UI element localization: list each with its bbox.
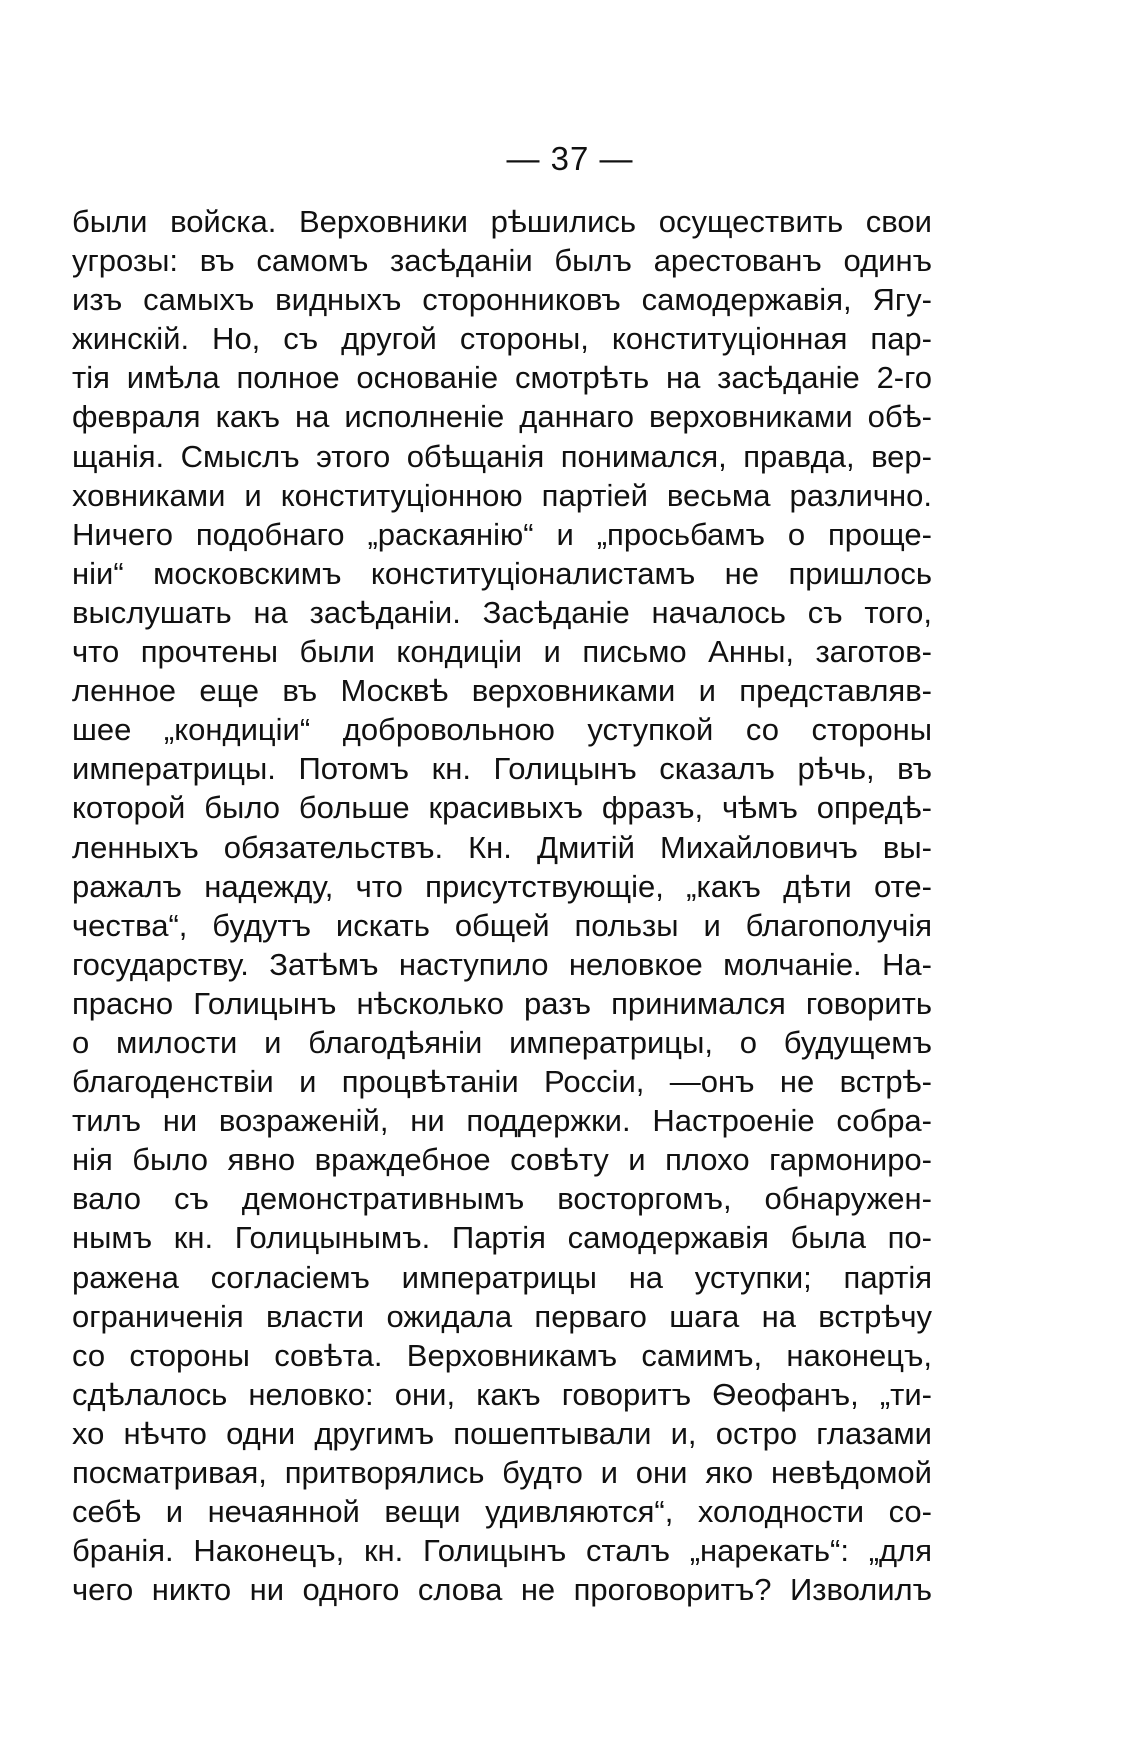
- text-line: императрицы. Потомъ кн. Голицынъ сказалъ рѣчь, въ: [72, 751, 932, 787]
- text-line: ховниками и конституціонною партіей весьма различно.: [72, 477, 932, 513]
- text-line: Ничего подобнаго „раскаянію“ и „просьбамъ о проще-: [72, 516, 932, 552]
- text-line: нія было явно враждебное совѣту и плохо гармониро-: [72, 1142, 932, 1178]
- text-line: ражена согласіемъ императрицы на уступки; партія: [72, 1259, 932, 1295]
- text-line: сдѣлалось неловко: они, какъ говоритъ Ѳеофанъ, „ти-: [72, 1376, 932, 1412]
- text-line: тилъ ни возраженій, ни поддержки. Настроеніе собра-: [72, 1103, 932, 1139]
- text-line: были войска. Верховники рѣшились осуществить свои: [72, 204, 932, 239]
- text-line: хо нѣчто одни другимъ пошептывали и, остро глазами: [72, 1415, 932, 1451]
- text-line: что прочтены были кондиціи и письмо Анны, заготов-: [72, 634, 932, 670]
- text-line: нымъ кн. Голицынымъ. Партія самодержавія была по-: [72, 1220, 932, 1256]
- text-line: прасно Голицынъ нѣсколько разъ принимался говорить: [72, 985, 932, 1021]
- text-line: благоденствіи и процвѣтаніи Россіи, —онъ не встрѣ-: [72, 1064, 932, 1100]
- text-line: вало съ демонстративнымъ восторгомъ, обнаружен-: [72, 1181, 932, 1217]
- text-line: которой было больше красивыхъ фразъ, чѣмъ опредѣ-: [72, 790, 932, 826]
- text-line: о милости и благодѣяніи императрицы, о будущемъ: [72, 1024, 932, 1060]
- text-line: государству. Затѣмъ наступило неловкое молчаніе. На-: [72, 946, 932, 982]
- text-line: жинскій. Но, съ другой стороны, конституціонная пар-: [72, 321, 932, 357]
- text-line: тія имѣла полное основаніе смотрѣть на засѣданіе 2-го: [72, 360, 932, 396]
- text-line: ленное еще въ Москвѣ верховниками и представляв-: [72, 673, 932, 709]
- text-line: себѣ и нечаянной вещи удивляются“, холодности со-: [72, 1494, 932, 1530]
- page-number: — 37 —: [506, 140, 634, 177]
- text-line: февраля какъ на исполненіе даннаго верховниками обѣ-: [72, 399, 932, 435]
- text-line: ограниченія власти ожидала перваго шага на встрѣчу: [72, 1298, 932, 1334]
- text-line: ніи“ московскимъ конституціоналистамъ не пришлось: [72, 555, 932, 591]
- text-line: шее „кондиціи“ добровольною уступкой со стороны: [72, 712, 932, 748]
- text-line: угрозы: въ самомъ засѣданіи былъ арестованъ одинъ: [72, 243, 932, 279]
- text-line: щанія. Смыслъ этого обѣщанія понимался, правда, вер-: [72, 438, 932, 474]
- text-line: со стороны совѣта. Верховникамъ самимъ, наконецъ,: [72, 1337, 932, 1373]
- body-text: [72, 202, 932, 1609]
- text-line: ленныхъ обязательствъ. Кн. Дмитій Михайловичъ вы-: [72, 829, 932, 865]
- text-line: ражалъ надежду, что присутствующіе, „какъ дѣти оте-: [72, 868, 932, 904]
- text-line: чего никто ни одного слова не проговоритъ? Изволилъ: [72, 1572, 932, 1608]
- text-line: бранія. Наконецъ, кн. Голицынъ сталъ „нарекать“: „для: [72, 1533, 932, 1569]
- text-line: посматривая, притворялись будто и они яко невѣдомой: [72, 1455, 932, 1490]
- text-line: чества“, будутъ искать общей пользы и благополучія: [72, 907, 932, 943]
- text-line: изъ самыхъ видныхъ сторонниковъ самодержавія, Ягу-: [72, 282, 932, 318]
- text-line: выслушать на засѣданіи. Засѣданіе началось съ того,: [72, 594, 932, 630]
